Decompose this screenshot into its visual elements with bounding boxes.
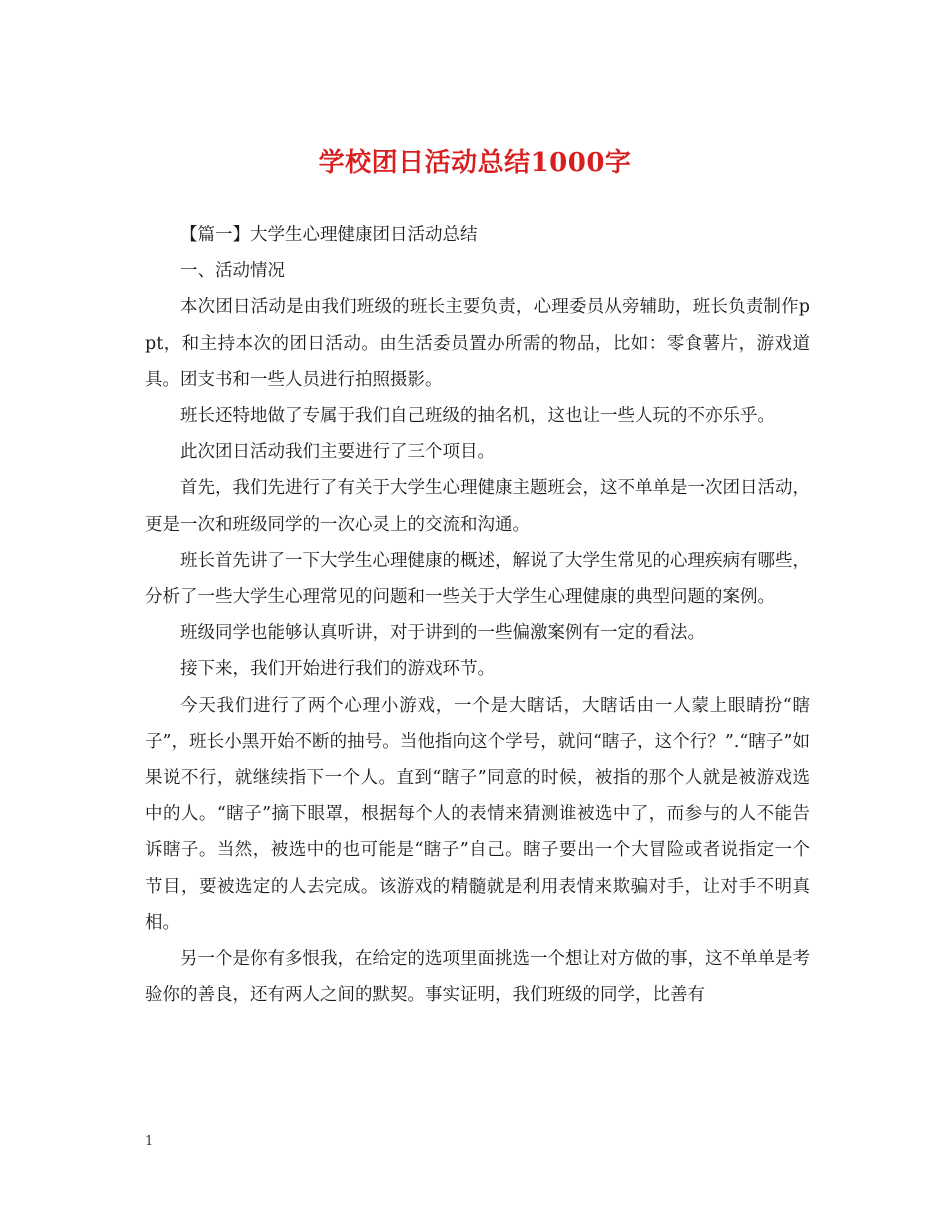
paragraph: 班长首先讲了一下大学生心理健康的概述，解说了大学生常见的心理疾病有哪些，分析了一些大学生心理常见的问题和一些关于大学生心理健康的典型问题的案例。 xyxy=(145,550,810,608)
paragraph: 另一个是你有多恨我，在给定的选项里面挑选一个想让对方做的事，这不单单是考验你的善良，还有两人之间的默契。事实证明，我们班级的同学，比善有 xyxy=(145,949,810,1006)
page-number: 1 xyxy=(145,1134,154,1149)
document-title: 学校团日活动总结1000字 xyxy=(318,148,632,178)
section-heading: 【篇一】大学生心理健康团日活动总结 xyxy=(180,225,478,245)
paragraph: 此次团日活动我们主要进行了三个项目。 xyxy=(180,442,495,463)
paragraph: 首先，我们先进行了有关于大学生心理健康主题班会，这不单单是一次团日活动，更是一次和班级同学的一次心灵上的交流和沟通。 xyxy=(145,478,810,535)
paragraph: 班级同学也能够认真听讲，对于讲到的一些偏激案例有一定的看法。 xyxy=(180,623,705,644)
paragraph: 接下来，我们开始进行我们的游戏环节。 xyxy=(180,659,495,680)
document-body xyxy=(145,217,810,1013)
paragraph: 今天我们进行了两个心理小游戏，一个是大瞎话，大瞎话由一人蒙上眼睛扮“瞎子”，班长小黑开始不断的抽号。当他指向这个学号，就问“瞎子，这个行？”.“瞎子”如果说不行，就继续指下一个人。直到“瞎子”同意的时候，被指的那个人就是被游戏选中的人。“瞎子”摘下眼罩，根据每个人的表情来猜测谁被选中了，而参与的人不能告诉瞎子。当然，被选中的也可能是“瞎子”自己。瞎子要出一个大冒险或者说指定一个节目，要被选定的人去完成。该游戏的精髓就是利用表情来欺骗对手，让对手不明真 相。 xyxy=(145,695,810,933)
paragraph: 本次团日活动是由我们班级的班长主要负责，心理委员从旁辅助，班长负责制作ppt，和主持本次的团日活动。由生活委员置办所需的物品，比如：零食薯片，游戏道具。团支书和一些人员进行拍照摄影。 xyxy=(145,297,810,390)
paragraph: 班长还特地做了专属于我们自己班级的抽名机，这也让一些人玩的不亦乐乎。 xyxy=(180,406,775,427)
subsection-heading: 一、活动情况 xyxy=(180,261,285,282)
